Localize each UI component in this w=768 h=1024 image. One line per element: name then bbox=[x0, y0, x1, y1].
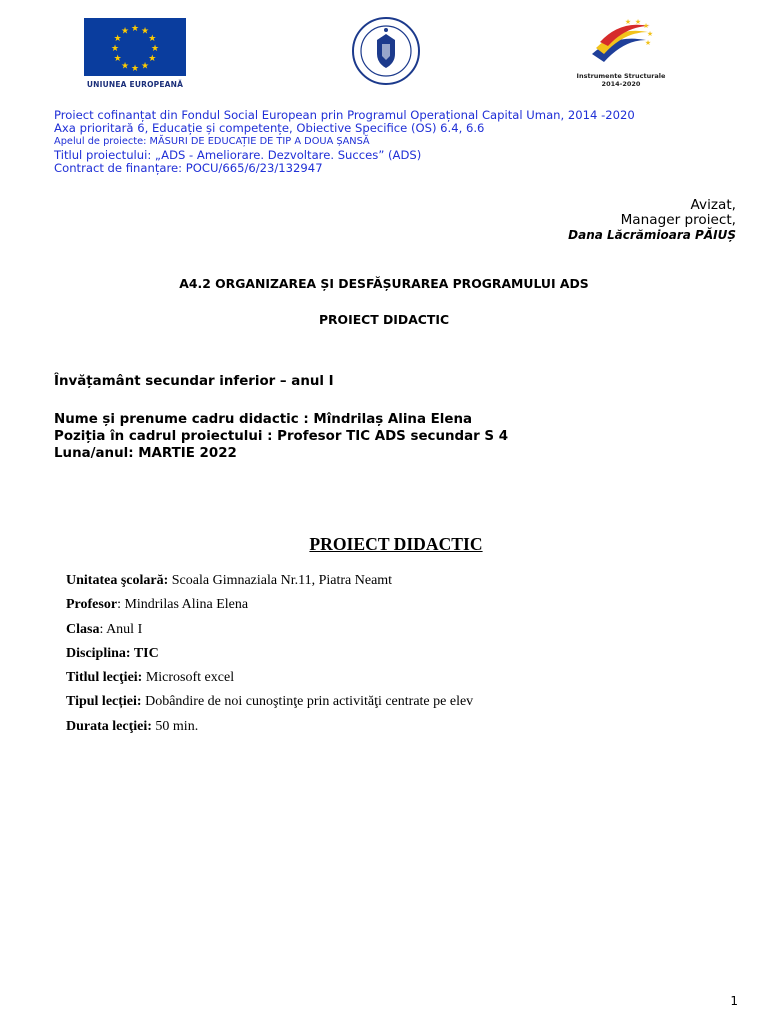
header-logos bbox=[0, 14, 768, 104]
svg-text:★: ★ bbox=[120, 26, 130, 37]
detail-label: Tipul lecției: bbox=[66, 694, 142, 710]
structural-caption-line2: 2014-2020 bbox=[601, 80, 641, 88]
detail-value: Microsoft excel bbox=[142, 670, 235, 686]
svg-text:★: ★ bbox=[120, 61, 130, 72]
detail-row bbox=[66, 621, 473, 645]
activity-title: A4.2 ORGANIZAREA ȘI DESFĂȘURAREA PROGRAMULUI ADS bbox=[179, 276, 589, 291]
detail-row bbox=[66, 693, 473, 717]
detail-label: Profesor bbox=[66, 597, 118, 613]
page-number: 1 bbox=[730, 994, 738, 1008]
project-info-line: Axa prioritară 6, Educație și competențe, Obiective Specifice (OS) 6.4, 6.6 bbox=[54, 121, 485, 136]
structural-caption-line1: Instrumente Structurale bbox=[576, 72, 666, 80]
lesson-plan-title: PROIECT DIDACTIC bbox=[309, 534, 483, 554]
manager-name: Dana Lăcrămioara PĂIUȘ bbox=[568, 228, 736, 243]
approval-line: Manager proiect, bbox=[620, 212, 736, 229]
teacher-position-line: Poziția în cadrul proiectului : Profesor TIC ADS secundar S 4 bbox=[54, 429, 509, 444]
project-info-line: Titlul proiectului: „ADS - Ameliorare. Dezvoltare. Succes” (ADS) bbox=[54, 147, 422, 162]
structural-instruments-caption bbox=[566, 72, 676, 88]
detail-label: Titlul lecţiei: bbox=[66, 670, 143, 686]
svg-text:★: ★ bbox=[110, 44, 120, 54]
education-level: Învățamânt secundar inferior – anul I bbox=[54, 374, 334, 389]
detail-label: Clasa bbox=[66, 621, 100, 637]
svg-text:★: ★ bbox=[140, 61, 150, 72]
svg-text:★: ★ bbox=[644, 39, 652, 47]
svg-text:★: ★ bbox=[642, 22, 650, 30]
teacher-info-block bbox=[54, 411, 508, 462]
approval-line: Avizat, bbox=[690, 197, 736, 213]
detail-value: 50 min. bbox=[151, 718, 199, 734]
svg-text:★: ★ bbox=[113, 34, 122, 44]
svg-text:★: ★ bbox=[113, 54, 122, 64]
svg-text:★: ★ bbox=[634, 18, 642, 26]
detail-value: Scoala Gimnaziala Nr.11, Piatra Neamt bbox=[168, 573, 393, 588]
detail-label: Unitatea şcolară: bbox=[66, 573, 169, 588]
detail-row bbox=[66, 645, 473, 669]
government-seal-logo bbox=[351, 16, 421, 86]
svg-text:★: ★ bbox=[624, 18, 632, 26]
detail-label: Durata lecţiei: bbox=[66, 718, 152, 734]
detail-row bbox=[66, 669, 473, 693]
detail-value: : Mindrilas Alina Elena bbox=[117, 597, 249, 613]
romanian-government-seal-icon bbox=[351, 16, 421, 86]
detail-value: Dobândire de noi cunoştinţe prin activităţi centrate pe elev bbox=[141, 694, 474, 710]
eu-stars-icon bbox=[84, 18, 186, 76]
project-info-line: Apelul de proiecte: MĂSURI DE EDUCAȚIE DE TIP A DOUA ȘANSĂ bbox=[54, 135, 370, 147]
eu-flag-logo bbox=[84, 18, 186, 76]
eu-caption: UNIUNEA EUROPEANĂ bbox=[86, 80, 184, 89]
svg-text:★: ★ bbox=[150, 44, 160, 54]
svg-text:★: ★ bbox=[646, 30, 654, 38]
svg-text:★: ★ bbox=[140, 26, 150, 37]
approval-block bbox=[568, 198, 736, 244]
project-info-line: Proiect cofinanțat din Fondul Social European prin Programul Operațional Capital Uman, 2014 -2020 bbox=[54, 108, 635, 122]
detail-row bbox=[66, 596, 473, 620]
teacher-name-line: Nume și prenume cadru didactic : Mîndrilaș Alina Elena bbox=[54, 412, 473, 427]
structural-instruments-logo bbox=[584, 14, 660, 70]
svg-text:★: ★ bbox=[148, 34, 157, 44]
detail-label: Disciplina: TIC bbox=[66, 645, 159, 661]
teacher-month-line: Luna/anul: MARTIE 2022 bbox=[54, 446, 237, 461]
project-info-block bbox=[54, 109, 635, 175]
lesson-details bbox=[66, 572, 473, 742]
detail-row bbox=[66, 718, 473, 742]
project-title: PROIECT DIDACTIC bbox=[318, 312, 450, 327]
svg-text:★: ★ bbox=[148, 54, 157, 64]
detail-value: : Anul I bbox=[99, 621, 143, 637]
structural-instruments-icon bbox=[584, 14, 660, 70]
project-info-line: Contract de finanțare: POCU/665/6/23/132947 bbox=[54, 161, 323, 176]
svg-text:★: ★ bbox=[130, 64, 140, 74]
svg-text:★: ★ bbox=[130, 24, 140, 34]
detail-row bbox=[66, 572, 473, 596]
